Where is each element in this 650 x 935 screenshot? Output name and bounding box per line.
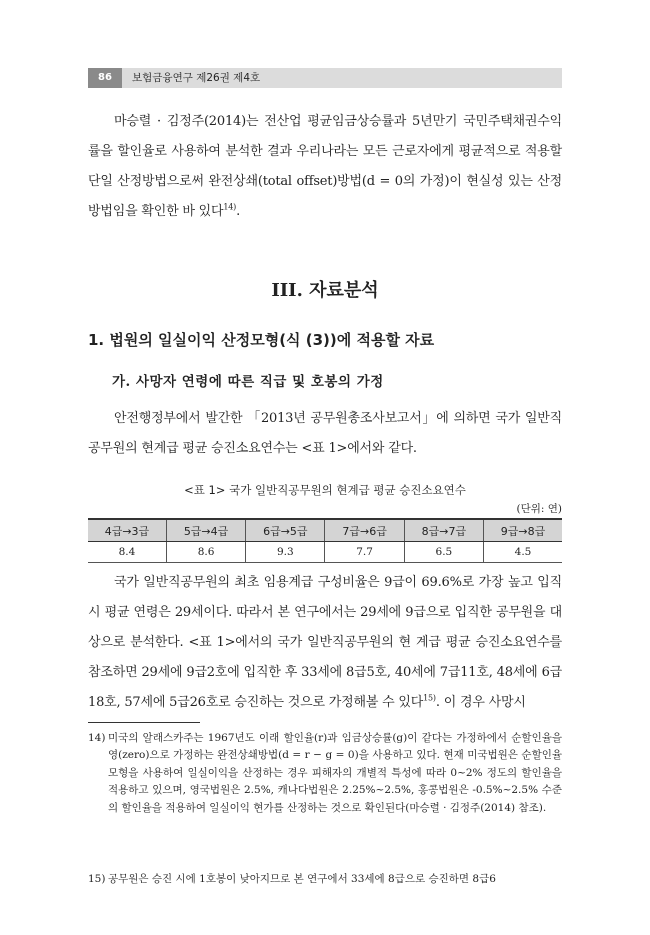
intro-paragraph: 마승렬 · 김정주(2014)는 전산업 평균임금상승률과 5년만기 국민주택채권수익률을 할인율로 사용하여 분석한 결과 우리나라는 모든 근로자에게 평균적으로 적용할 단일 산정방법으로써 완전상쇄(total offset)방법(d = 0의 가정)이 현실성 있는 산정방법임을 확인한 바 있다$^{14)}$. <box>88 114 562 219</box>
table-cell: 9.3 <box>246 542 325 563</box>
footnote-text: 공무원은 승진 시에 1호봉이 낮아지므로 본 연구에서 33세에 8급으로 승진하면 8급6 <box>108 873 496 885</box>
table-cell: 6.5 <box>404 542 483 563</box>
paragraph-3-tail: . 이 경우 사망시 <box>435 695 526 710</box>
intro-paragraph-text: 마승렬 · 김정주(2014)는 전산업 평균임금상승률과 5년만기 국민주택채권수익률을 할인율로 사용하여 분석한 결과 우리나라는 모든 근로자에게 평균적으로 적용할 단일 산정방법으로써 완전상쇄(total offset)방법(d = 0의 가정)이 현실성 있는 산정방법임을 확인한 바 있다 <box>88 114 562 219</box>
table-header-row <box>88 519 562 542</box>
table-header-cell: 4급→3급 <box>88 519 166 542</box>
running-header <box>88 68 562 88</box>
table-cell: 4.5 <box>484 542 562 563</box>
table-caption: <표 1> 국가 일반직공무원의 현계급 평균 승진소요연수 <box>184 483 466 497</box>
table-unit: (단위: 연) <box>516 503 562 515</box>
table-cell: 8.4 <box>88 542 166 563</box>
footnote-14 <box>88 730 562 817</box>
paragraph-3 <box>88 568 562 718</box>
promotion-years-table <box>88 518 562 563</box>
footnote-divider <box>88 722 200 723</box>
page-number: 86 <box>88 68 122 88</box>
footnote-ref-14[interactable]: 14) <box>223 202 237 212</box>
footnote-ref-15[interactable]: 15) <box>423 693 436 703</box>
subsection-title: 1. 법원의 일실이익 산정모형(식 (3))에 적용할 자료 <box>88 331 435 349</box>
footnote-15 <box>88 871 562 888</box>
table-row <box>88 542 562 563</box>
table-header-cell: 9급→8급 <box>484 519 562 542</box>
table-cell: 7.7 <box>325 542 404 563</box>
table-header-cell: 8급→7급 <box>404 519 483 542</box>
table-header-cell: 5급→4급 <box>166 519 245 542</box>
paragraph-3-text: 국가 일반직공무원의 최초 임용계급 구성비율은 9급이 69.6%로 가장 높고 입직시 평균 연령은 29세이다. 따라서 본 연구에서는 29세에 9급으로 입직한 공무원을 대상으로 분석한다. <표 1>에서의 국가 일반직공무원의 현 계급 평균 승진소요연수를 참조하면 29세에 9급2호에 입직한 후 33세에 8급5호, 40세에 7급11호, 48세에 6급18호, 57세에 5급26호로 승진하는 것으로 가정해볼 수 있다 <box>88 575 562 710</box>
footnote-number: 14) <box>88 732 106 744</box>
paragraph-2 <box>88 404 562 464</box>
table-cell: 8.6 <box>166 542 245 563</box>
footnote-number: 15) <box>88 873 106 885</box>
footnote-text: 미국의 알래스카주는 1967년도 이래 할인율(r)과 임금상승률(g)이 같다는 가정하에서 순할인율을 영(zero)으로 가정하는 완전상쇄방법(d = r − g = 0)을 사용하고 있다. 현재 미국법원은 순할인율 모형을 사용하여 일실이익을 산정하는 경우 피해자의 개별적 특성에 따라 0~2% 정도의 할인율을 적용하고 있으며, 영국법원은 2.5%, 캐나다법원은 2.25%~2.5%, 홍콩법원은 -0.5%~2.5% 수준의 할인율을 적용하여 일실이익 현가를 산정하는 것으로 확인된다(마승렬 · 김정주(2014) 참조). <box>108 732 562 814</box>
table-header-cell: 7급→6급 <box>325 519 404 542</box>
subsubsection-title: 가. 사망자 연령에 따른 직급 및 호봉의 가정 <box>112 374 384 390</box>
section-title: III. 자료분석 <box>271 280 379 301</box>
journal-title: 보험금융연구 제26권 제4호 <box>132 72 261 84</box>
table-header-cell: 6급→5급 <box>246 519 325 542</box>
paragraph-2-text: 안전행정부에서 발간한 「2013년 공무원총조사보고서」에 의하면 국가 일반직공무원의 현계급 평균 승진소요연수는 <표 1>에서와 같다. <box>88 411 562 456</box>
